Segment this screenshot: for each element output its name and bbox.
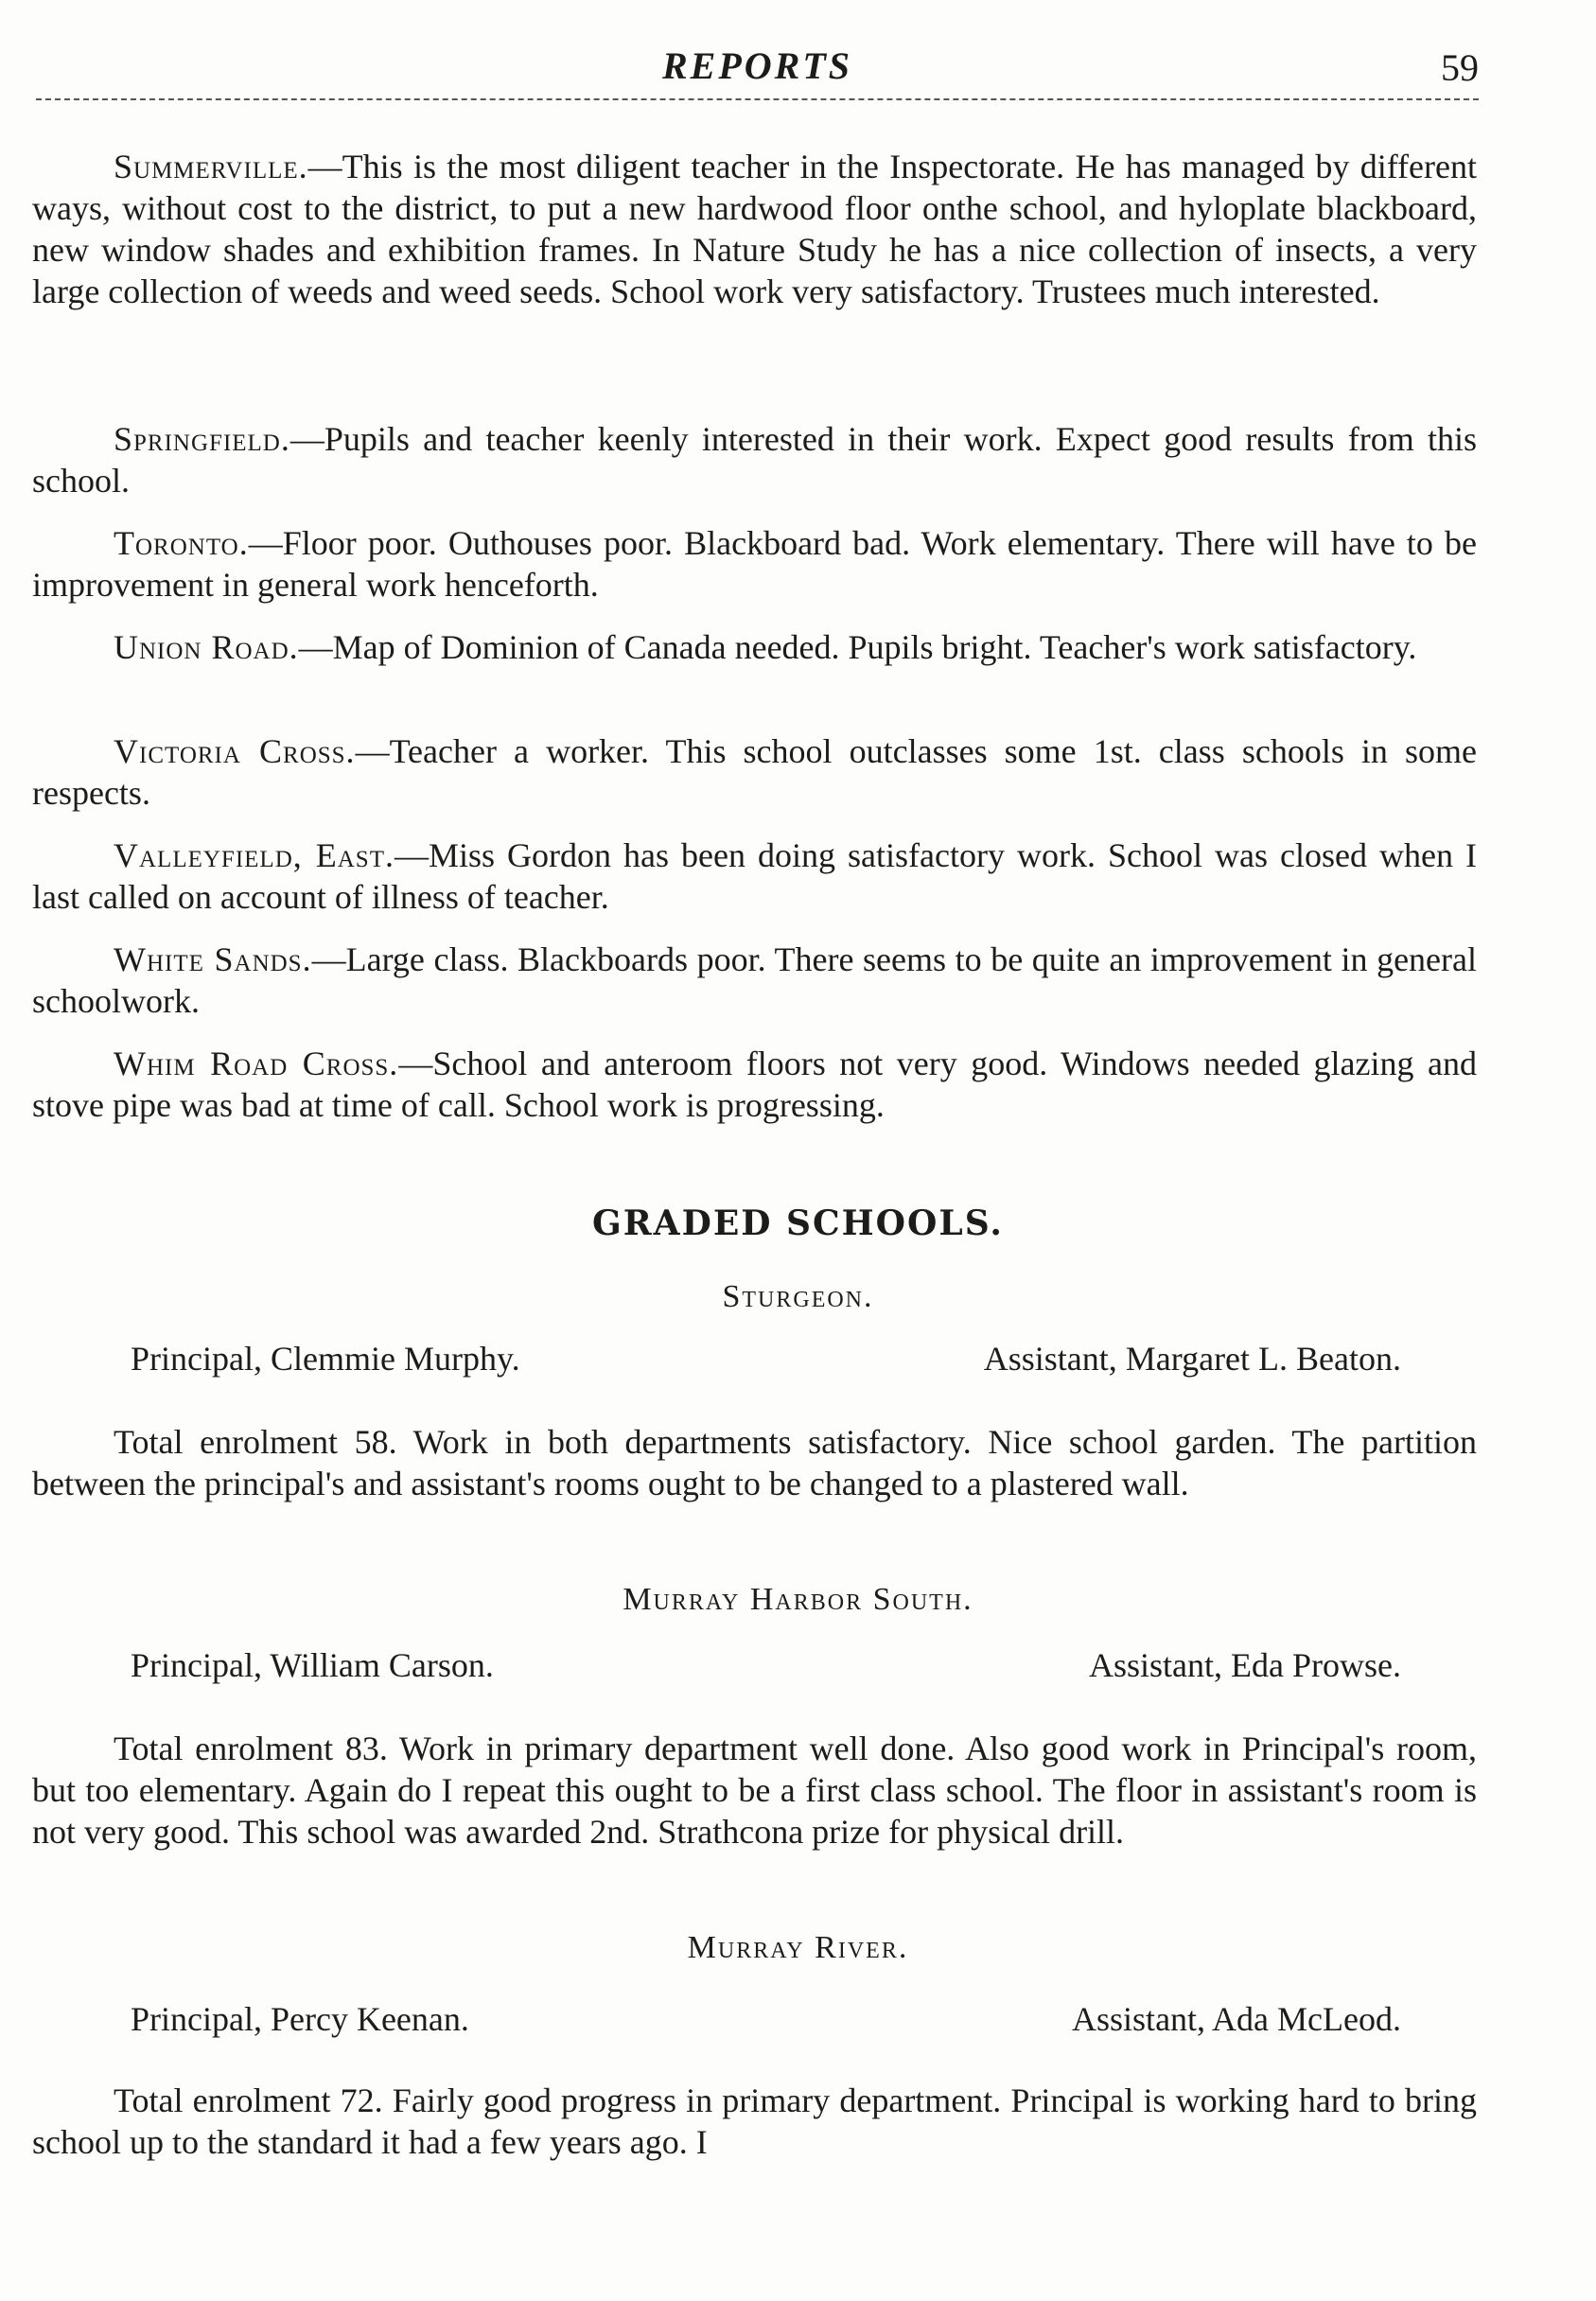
school-name: Summerville.	[114, 148, 308, 185]
report-white-sands	[32, 939, 1477, 1022]
principal-name: Principal, Percy Keenan.	[131, 2000, 469, 2038]
principal-name: Principal, William Carson.	[131, 1646, 494, 1684]
report-text: —Pupils and teacher keenly interested in their work. Expect good results from this school.	[32, 420, 1477, 500]
school-name: Valleyfield, East.	[114, 836, 395, 874]
report-springfield	[32, 418, 1477, 501]
school-name: Whim Road Cross.	[114, 1045, 399, 1082]
report-murray-harbor-south	[32, 1728, 1477, 1853]
report-murray-river	[32, 2080, 1477, 2163]
report-paragraph	[32, 418, 1477, 501]
school-heading: Sturgeon.	[722, 1279, 874, 1314]
assistant-name: Assistant, Eda Prowse.	[1089, 1646, 1401, 1684]
report-text: —Teacher a worker. This school outclasses some 1st. class schools in some respects.	[32, 732, 1478, 812]
page-number: 59	[1441, 46, 1479, 89]
report-toronto	[32, 522, 1477, 606]
report-whim-road-cross	[32, 1043, 1477, 1126]
header-rule	[36, 98, 1479, 100]
report-paragraph	[32, 626, 1477, 668]
report-paragraph: Total enrolment 83. Work in primary department well done. Also good work in Principal's room, but too elementary. Again do I repeat this ought to be a first class school. The floor in assistant's room is not very good. This school was awarded 2nd. Strathcona prize for physical drill.	[32, 1730, 1477, 1851]
school-heading: Murray Harbor South.	[623, 1582, 973, 1617]
report-paragraph	[32, 146, 1477, 312]
report-victoria-cross	[32, 730, 1477, 814]
running-head	[36, 38, 1479, 104]
report-sturgeon	[32, 1421, 1477, 1504]
assistant-name: Assistant, Margaret L. Beaton.	[983, 1340, 1401, 1378]
school-heading: Murray River.	[687, 1930, 909, 1965]
report-paragraph	[32, 834, 1477, 918]
report-text: —Large class. Blackboards poor. There seems to be quite an improvement in general schoolwork.	[32, 940, 1477, 1020]
principal-name: Principal, Clemmie Murphy.	[131, 1340, 520, 1378]
report-paragraph	[32, 1043, 1477, 1126]
report-paragraph: Total enrolment 58. Work in both departments satisfactory. Nice school garden. The partition between the principal's and assistant's rooms ought to be changed to a plastered wall.	[32, 1423, 1477, 1502]
report-paragraph: Total enrolment 72. Fairly good progress in primary department. Principal is working hard to bring school up to the standard it had a few years ago. I	[32, 2081, 1477, 2161]
school-name: Victoria Cross.	[114, 732, 356, 770]
report-text: —School and anteroom floors not very good. Windows needed glazing and stove pipe was bad at time of call. School work is progressing.	[32, 1045, 1477, 1124]
section-title: GRADED SCHOOLS.	[592, 1203, 1004, 1243]
report-valleyfield-east	[32, 834, 1477, 918]
running-title: REPORTS	[661, 44, 853, 87]
report-text: —Miss Gordon has been doing satisfactory work. School was closed when I last called on account of illness of teacher.	[32, 836, 1477, 916]
report-text: —This is the most diligent teacher in the Inspectorate. He has managed by different ways, without cost to the district, to put a new hardwood floor onthe school, and hyloplate blackboard, new window shades and exhibition frames. In Nature Study he has a nice collection of insects, a very large collection of weeds and weed seeds. School work very satisfactory. Trustees much interested.	[32, 148, 1477, 310]
assistant-name: Assistant, Ada McLeod.	[1072, 2000, 1401, 2038]
report-text: —Map of Dominion of Canada needed. Pupils bright. Teacher's work satisfactory.	[298, 628, 1417, 666]
report-text: —Floor poor. Outhouses poor. Blackboard bad. Work elementary. There will have to be improvement in general work henceforth.	[32, 524, 1477, 604]
report-union-road	[32, 626, 1477, 668]
report-paragraph	[32, 522, 1477, 606]
report-paragraph	[32, 939, 1477, 1022]
school-name: Toronto.	[114, 524, 249, 562]
school-name: Union Road.	[114, 628, 299, 666]
school-name: White Sands.	[114, 940, 312, 978]
report-summerville	[32, 146, 1477, 312]
school-name: Springfield.	[114, 420, 290, 458]
report-paragraph	[32, 730, 1477, 814]
